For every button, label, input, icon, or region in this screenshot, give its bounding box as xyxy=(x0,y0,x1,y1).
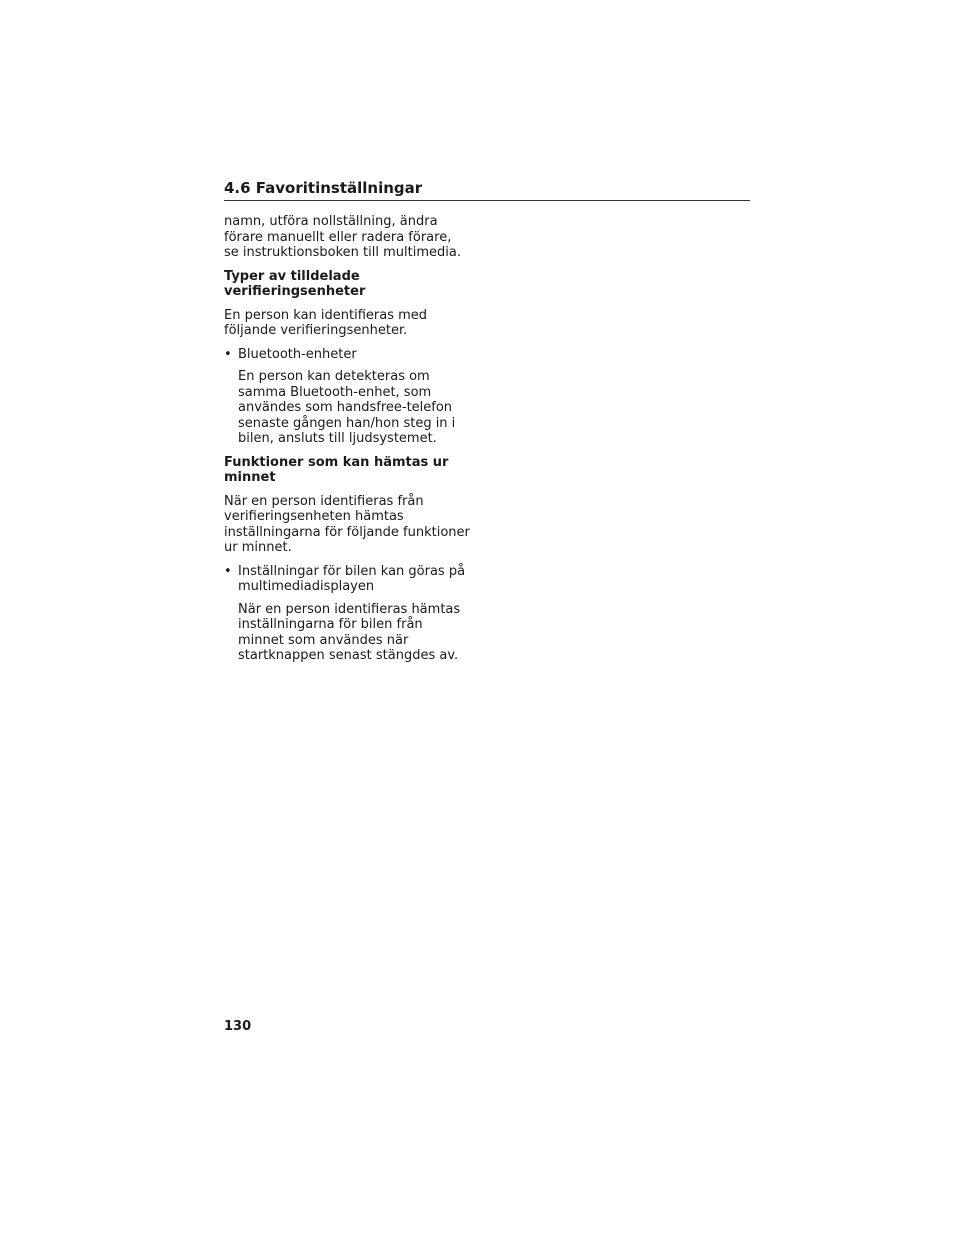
page-number: 130 xyxy=(224,1019,252,1034)
section-title: 4.6 Favoritinställningar xyxy=(224,179,423,197)
bullet-icon: • xyxy=(224,563,232,579)
bullet-detail-settings: När en person identifieras hämtas inställningarna för bilen från minnet som användes när startknappen senast stängdes av. xyxy=(238,601,461,663)
bullet-detail-bluetooth: En person kan detekteras om samma Bluetooth-enhet, som användes som handsfree-telefon senaste gången han/hon steg in i bilen, ansluts till ljudsystemet. xyxy=(238,369,456,446)
subheading-device-types: Typer av tilldelade verifieringsenheter xyxy=(224,268,366,299)
bullet-label: Bluetooth-enheter xyxy=(238,346,357,362)
bullet-item-settings xyxy=(224,564,470,595)
paragraph-identification: En person kan identifieras med följande verifieringsenheter. xyxy=(224,307,428,338)
document-body xyxy=(224,214,470,664)
bullet-item-bluetooth xyxy=(224,347,470,363)
paragraph-memory: När en person identifieras från verifieringsenheten hämtas inställningarna för följande funktioner ur minnet. xyxy=(224,493,470,555)
subheading-memory-functions: Funktioner som kan hämtas ur minnet xyxy=(224,454,449,485)
bullet-label: Inställningar för bilen kan göras på multimediadisplayen xyxy=(238,563,466,594)
bullet-icon: • xyxy=(224,346,232,362)
section-header xyxy=(224,178,750,201)
header-divider xyxy=(224,200,750,201)
paragraph-intro: namn, utföra nollställning, ändra förare manuellt eller radera förare, se instruktionsboken till multimedia. xyxy=(224,214,461,260)
